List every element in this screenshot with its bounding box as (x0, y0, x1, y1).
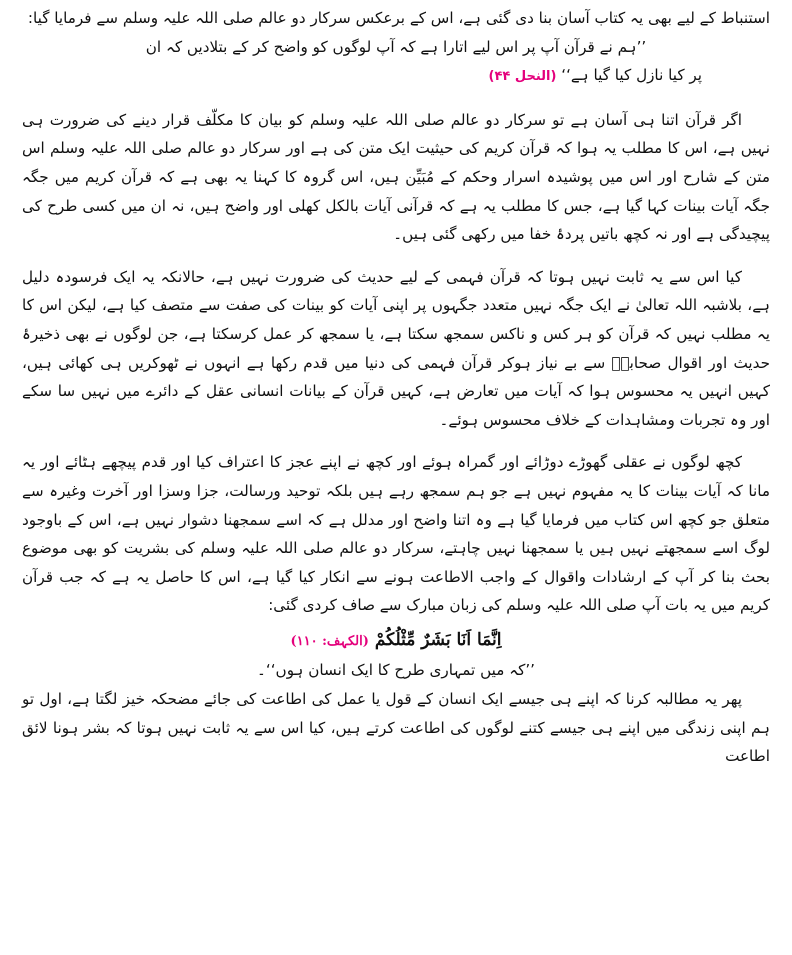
paragraph-5: پھر یہ مطالبہ کرنا کہ اپنے ہی جیسے ایک انسان کے قول یا عمل کی اطاعت کی جائے مضحکہ خیز لگتا ہے، اول تو ہم اپنی زندگی میں اپنے ہی جیسے کتنے لوگوں کی اطاعت کرتے ہیں، کیا اس سے یہ ثابت نہیں ہوتا کہ بشر ہونا لائق اطاعت (22, 690, 770, 766)
quote-line-2-text: پر کیا نازل کیا گیا ہے‘‘ (561, 66, 702, 85)
quran-reference-nahl: (النحل ۴۴) (488, 69, 557, 85)
paragraph-intro: استنباط کے لیے بھی یہ کتاب آسان بنا دی گئی ہے، اس کے برعکس سرکار دو عالم صلی اللہ علیہ وسلم سے فرمایا گیا: (27, 9, 770, 27)
paragraph-4: کچھ لوگوں نے عقلی گھوڑے دوڑائے اور گمراہ ہوئے اور کچھ نے اپنے عجز کا اعتراف کیا اور قدم پیچھے ہٹائے اور یہ مانا کہ آیات بینات کا یہ مفہوم نہیں ہے جو ہم سمجھ رہے ہیں بلکہ توحید ورسالت، جزا وسزا اور آخرت وغیرہ سے متعلق جو کچھ اس کتاب میں فرمایا گیا ہے وہ اتنا واضح اور مدلل ہے کہ اسے سمجھنا دشوار نہیں ہے، اس کے باوجود لوگ اسے سمجھتے نہیں ہیں یا سمجھنا نہیں چاہتے، سرکار دو عالم صلی اللہ علیہ وسلم کی بشریت کو بھی موضوع بحث بنا کر آپ کے ارشادات واقوال کے واجب الاطاعت ہونے سے انکار کیا گیا ہے، اس کا حاصل یہ ہے کہ جب قرآن کریم میں یہ بات آپ صلی اللہ علیہ وسلم کی زبان مبارک سے صاف کردی گئی: (22, 453, 770, 615)
quote-line-2 (22, 61, 770, 92)
verse-arabic-text: اِنَّمَا اَنَا بَشَرٌ مِّثْلُكُمْ (374, 629, 502, 650)
quote-line-1: ’’ہم نے قرآن آپ پر اس لیے اتارا ہے کہ آپ لوگوں کو واضح کر کے بتلادیں کہ ان (145, 37, 647, 56)
verse-translation: ’’کہ میں تمہاری طرح کا ایک انسان ہوں‘‘۔ (256, 661, 535, 680)
quran-reference-kahf: (الکہف: ۱۱۰) (290, 633, 369, 649)
paragraph-3: کیا اس سے یہ ثابت نہیں ہوتا کہ قرآن فہمی کے لیے حدیث کی ضرورت نہیں ہے، حالانکہ یہ ایک فرسودہ دلیل ہے، بلاشبہ اللہ تعالیٰ نے ایک جگہ نہیں متعدد جگہوں پر اپنی آیات کو بینات کی صفت سے متصف کیا ہے، لیکن اس کا یہ مطلب نہیں کہ قرآن کو ہر کس و ناکس سمجھ سکتا ہے، یا سمجھ کر عمل کرسکتا ہے، جن لوگوں نے بھی ذخیرۂ حدیث اور اقوال صحابہؓ سے بے نیاز ہوکر قرآن فہمی کی دنیا میں قدم رکھا ہے انہوں نے ٹھوکریں ہی کھائی ہیں، کہیں انہیں یہ محسوس ہوا کہ آیات میں تعارض ہے، کہیں قرآن کے بیانات انسانی عقل کے دائرے میں نہیں سا سکے اور وہ تجربات ومشاہدات کے خلاف محسوس ہوئے۔ (22, 267, 770, 429)
paragraph-2: اگر قرآن اتنا ہی آسان ہے تو سرکار دو عالم صلی اللہ علیہ وسلم کو بیان کا مکلّف قرار دینے کی ضرورت ہی نہیں ہے، اس کا مطلب یہ ہوا کہ قرآن کریم کی حیثیت ایک متن کی ہے اور سرکار دو عالم صلی اللہ علیہ وسلم اس متن کے شارح اور اس میں پوشیدہ اسرار وحکم کے مُبَیِّن ہیں، اس گروہ کا کہنا یہ بھی ہے کہ قرآن کریم میں جگہ جگہ آیات بینات کہا گیا ہے، جس کا مطلب یہ ہے کہ قرآنی آیات بالکل کھلی اور واضح ہیں، نہ ان میں کسی طرح کی پیچیدگی ہے اور نہ کچھ باتیں پردۂ خفا میں رکھی گئی ہیں۔ (22, 110, 770, 244)
quran-verse (22, 626, 770, 657)
